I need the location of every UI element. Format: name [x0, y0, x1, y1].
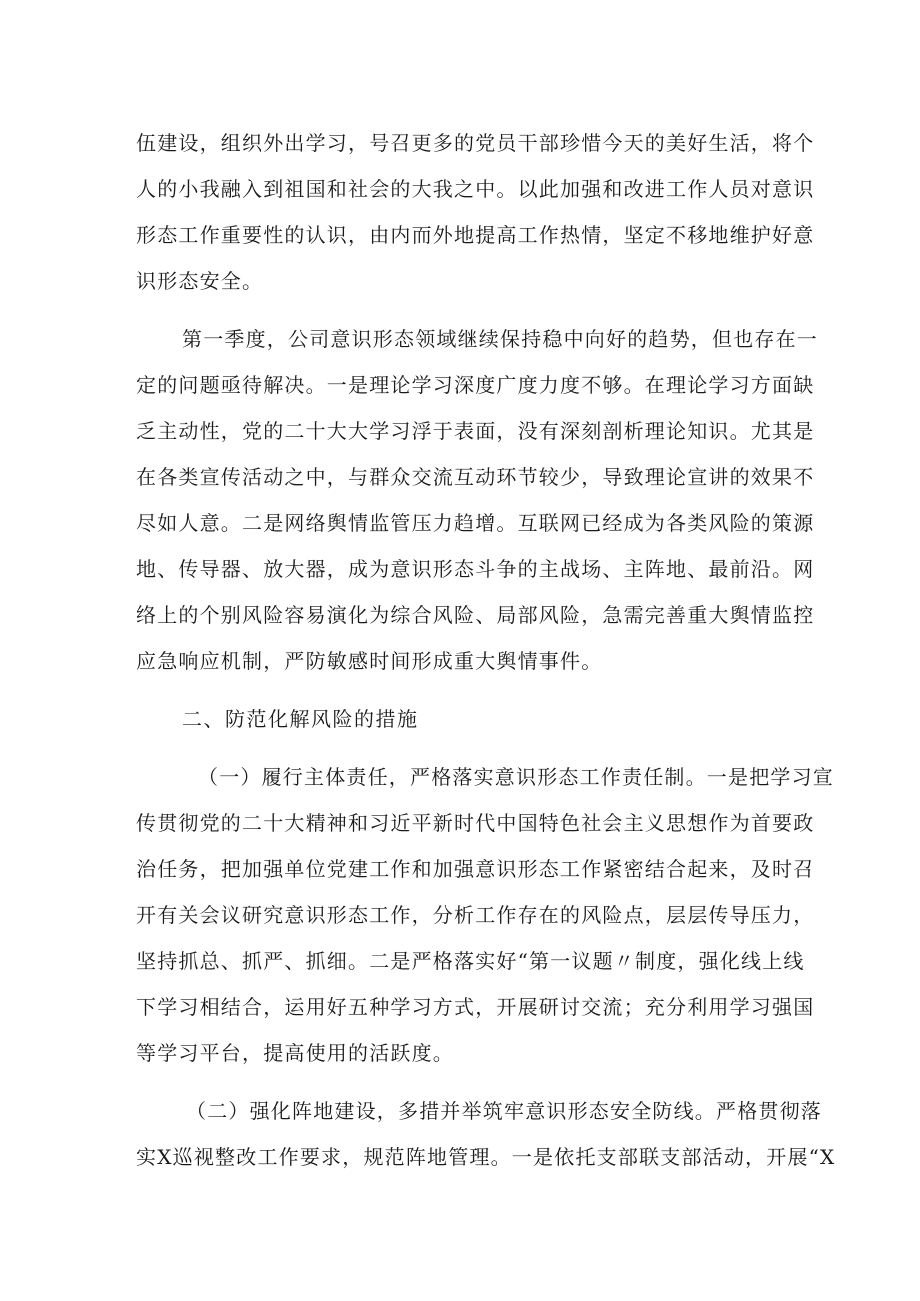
paragraph-gap [136, 1076, 786, 1088]
paragraph-2 [136, 316, 818, 684]
text-line: 定的问题亟待解决。一是理论学习深度广度力度不够。在理论学习方面缺 [136, 373, 815, 397]
text-line: 实X巡视整改工作要求，规范阵地管理。一是依托支部联支部活动，开展“X [136, 1145, 836, 1169]
text-line: （二）强化阵地建设，多措并举筑牢意识形态安全防线。严格贯彻落 [186, 1099, 822, 1123]
text-line: 乏主动性，党的二十大大学习浮于表面，没有深刻剖析理论知识。尤其是 [136, 419, 815, 443]
text-line: 在各类宣传活动之中，与群众交流互动环节较少，导致理论宣讲的效果不 [136, 465, 815, 489]
text-line: 尽如人意。二是网络舆情监管压力趋增。互联网已经成为各类风险的策源 [136, 511, 815, 535]
text-line: 应急响应机制，严防敏感时间形成重大舆情事件。 [136, 649, 603, 673]
paragraph-1 [136, 120, 815, 304]
text-line: 伍建设，组织外出学习，号召更多的党员干部珍惜今天的美好生活，将个 [136, 131, 815, 155]
text-line: 传贯彻党的二十大精神和习近平新时代中国特色社会主义思想作为首要政 [136, 811, 815, 835]
text-line: 地、传导器、放大器，成为意识形态斗争的主战场、主阵地、最前沿。网 [136, 557, 815, 581]
text-line: 治任务，把加强单位党建工作和加强意识形态工作紧密结合起来，及时召 [136, 857, 815, 881]
paragraph-gap [136, 742, 786, 754]
text-line: 坚持抓总、抓严、抓细。二是严格落实好“第一议题〃制度，强化线上线 [136, 949, 805, 973]
text-line: 识形态安全。 [136, 269, 264, 293]
text-line: （一）履行主体责任，严格落实意识形态工作责任制。一是把学习宣 [198, 765, 834, 789]
paragraph-gap [136, 304, 786, 316]
text-line: 络上的个别风险容易演化为综合风险、局部风险，急需完善重大舆情监控 [136, 603, 815, 627]
paragraph-3 [136, 754, 834, 1076]
paragraph-4 [136, 1088, 836, 1180]
text-line: 人的小我融入到祖国和社会的大我之中。以此加强和改进工作人员对意识 [136, 177, 815, 201]
paragraph-gap [136, 684, 786, 696]
text-line: 开有关会议研究意识形态工作，分析工作存在的风险点，层层传导压力， [136, 903, 815, 927]
section-heading: 二、防范化解风险的措施 [182, 707, 419, 731]
text-line: 形态工作重要性的认识，由内而外地提高工作热情，坚定不移地维护好意 [136, 223, 815, 247]
text-line: 下学习相结合，运用好五种学习方式，开展研讨交流；充分利用学习强国 [136, 995, 815, 1019]
document-body [136, 120, 836, 1180]
text-line: 第一季度，公司意识形态领域继续保持稳中向好的趋势，但也存在一 [182, 327, 818, 351]
text-line: 等学习平台，提高使用的活跃度。 [136, 1041, 454, 1065]
